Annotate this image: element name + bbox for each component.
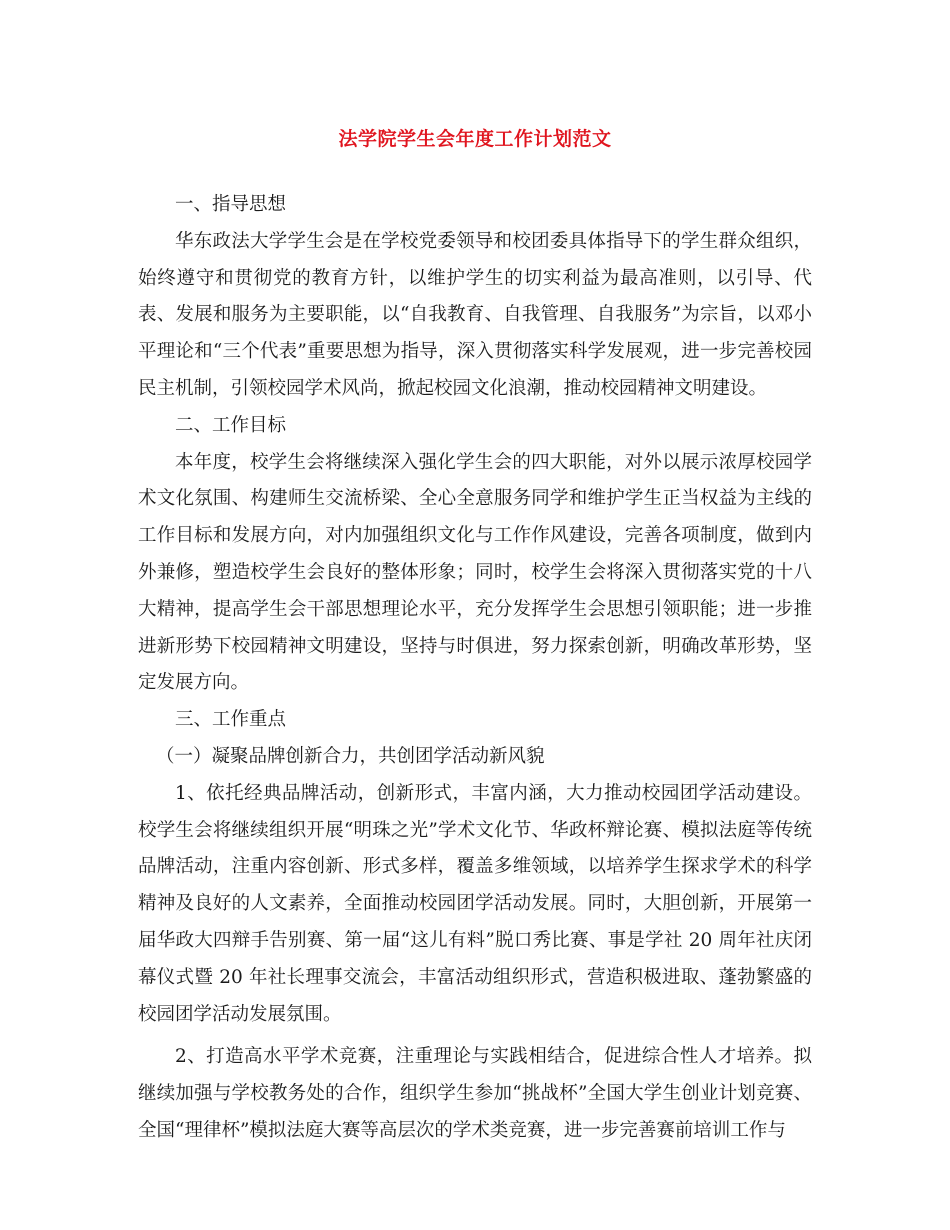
section-heading-work-goals: 二、工作目标 [175, 414, 287, 436]
document-body [138, 187, 812, 1150]
paragraph: 1、依托经典品牌活动，创新形式，丰富内涵，大力推动校园团学活动建设。校学生会将继续组织开展“明珠之光”学术文化节、华政杯辩论赛、模拟法庭等传统品牌活动，注重内容创新、形式多样，覆盖多维领域，以培养学生探求学术的科学精神及良好的人文素养，全面推动校园团学活动发展。同时，大胆创新，开展第一届华政大四辩手告别赛、第一届“这儿有料”脱口秀比赛、事是学社 20 周年社庆闭幕仪式暨 20 年社长理事交流会，丰富活动组织形式，营造积极进取、蓬勃繁盛的校园团学活动发展氛围。 [138, 782, 812, 1025]
paragraph: 华东政法大学学生会是在学校党委领导和校团委具体指导下的学生群众组织，始终遵守和贯彻党的教育方针，以维护学生的切实利益为最高准则，以引导、代表、发展和服务为主要职能，以“自我教育、自我管理、自我服务”为宗旨，以邓小平理论和“三个代表”重要思想为指导，深入贯彻落实科学发展观，进一步完善校园民主机制，引领校园学术风尚，掀起校园文化浪潮，推动校园精神文明建设。 [138, 230, 812, 399]
subsection-heading: （一）凝聚品牌创新合力，共创团学活动新风貌 [156, 745, 545, 767]
document-title: 法学院学生会年度工作计划范文 [338, 128, 612, 150]
paragraph: 本年度，校学生会将继续深入强化学生会的四大职能，对外以展示浓厚校园学术文化氛围、构建师生交流桥梁、全心全意服务同学和维护学生正当权益为主线的工作目标和发展方向，对内加强组织文化与工作作风建设，完善各项制度，做到内外兼修，塑造校学生会良好的整体形象；同时，校学生会将深入贯彻落实党的十八大精神，提高学生会干部思想理论水平，充分发挥学生会思想引领职能；进一步推进新形势下校园精神文明建设，坚持与时俱进，努力探索创新，明确改革形势，坚定发展方向。 [138, 451, 812, 694]
section-heading-work-focus: 三、工作重点 [175, 709, 287, 731]
section-heading-guiding-ideology: 一、指导思想 [175, 194, 287, 215]
paragraph: 2、打造高水平学术竞赛，注重理论与实践相结合，促进综合性人才培养。拟继续加强与学校教务处的合作，组织学生参加“挑战杯”全国大学生创业计划竞赛、全国“理律杯”模拟法庭大赛等高层次的学术类竞赛，进一步完善赛前培训工作与 [138, 1046, 812, 1141]
